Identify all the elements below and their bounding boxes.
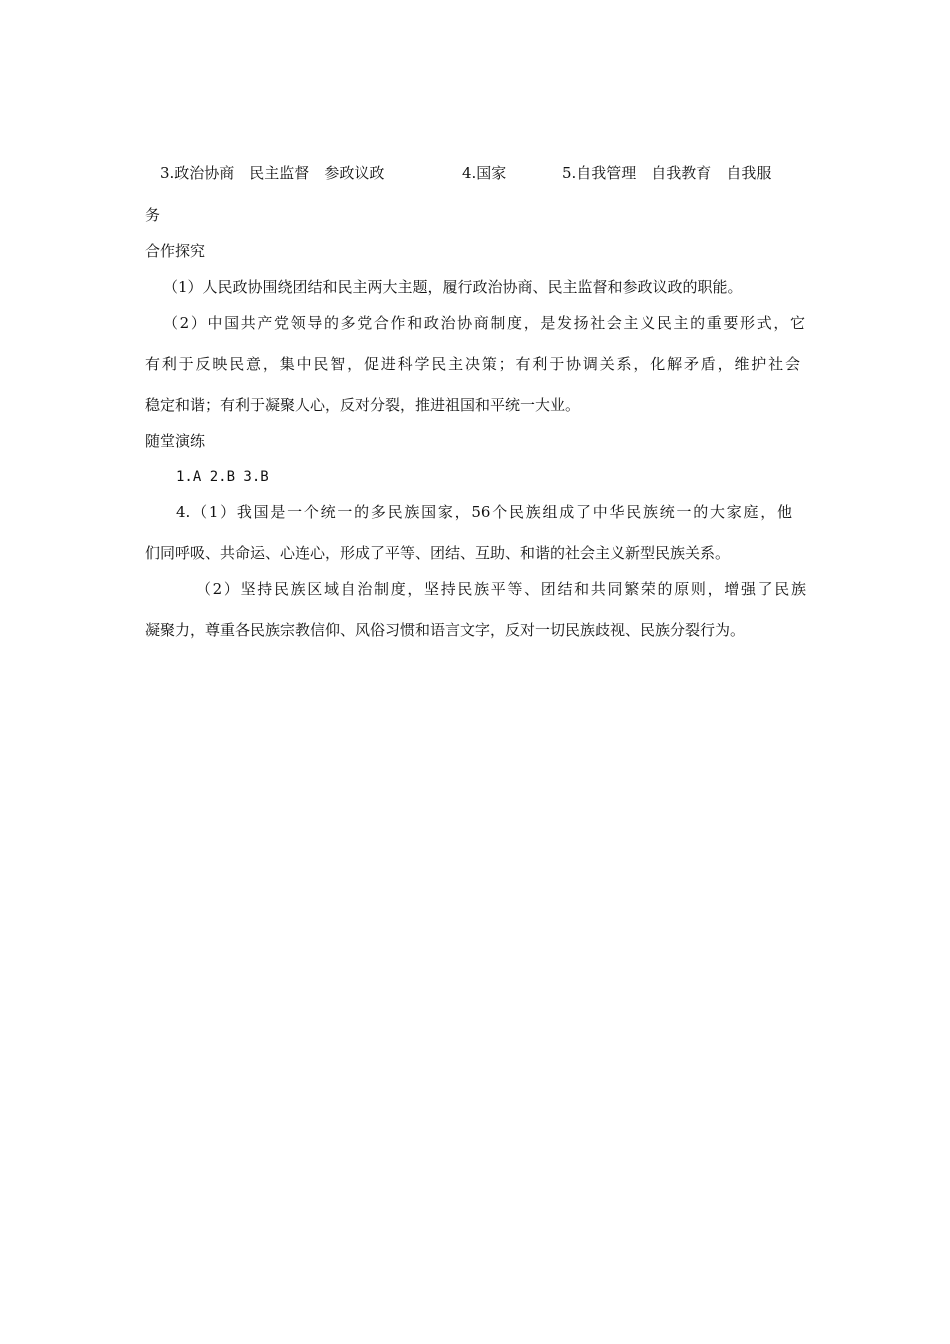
multiple-choice-answers: 1.A 2.B 3.B bbox=[176, 469, 269, 485]
cooperation-paragraph-2-line-1: （2）中国共产党领导的多党合作和政治协商制度，是发扬社会主义民主的重要形式，它 bbox=[163, 314, 805, 332]
section-heading-practice: 随堂演练 bbox=[145, 432, 206, 450]
answer-item-3: 3.政治协商 民主监督 参政议政 bbox=[160, 164, 385, 182]
answer-item-4: 4.国家 bbox=[462, 164, 507, 182]
question-4-part-1-line-1: 4.（1）我国是一个统一的多民族国家，56个民族组成了中华民族统一的大家庭，他 bbox=[176, 503, 792, 521]
question-4-part-1-line-2: 们同呼吸、共命运、心连心，形成了平等、团结、互助、和谐的社会主义新型民族关系。 bbox=[145, 544, 731, 562]
cooperation-paragraph-2-line-3: 稳定和谐；有利于凝聚人心，反对分裂，推进祖国和平统一大业。 bbox=[145, 396, 581, 414]
answer-item-5: 5.自我管理 自我教育 自我服 bbox=[562, 164, 772, 182]
answer-item-5-continuation: 务 bbox=[145, 206, 161, 224]
cooperation-paragraph-2-line-2: 有利于反映民意，集中民智，促进科学民主决策；有利于协调关系，化解矛盾，维护社会 bbox=[145, 355, 800, 373]
question-4-part-2-line-2: 凝聚力，尊重各民族宗教信仰、风俗习惯和语言文字，反对一切民族歧视、民族分裂行为。 bbox=[145, 621, 746, 639]
cooperation-paragraph-1: （1）人民政协围绕团结和民主两大主题，履行政治协商、民主监督和参政议政的职能。 bbox=[163, 278, 743, 296]
question-4-part-2-line-1: （2）坚持民族区域自治制度，坚持民族平等、团结和共同繁荣的原则，增强了民族 bbox=[196, 580, 806, 598]
section-heading-cooperation: 合作探究 bbox=[145, 242, 206, 260]
